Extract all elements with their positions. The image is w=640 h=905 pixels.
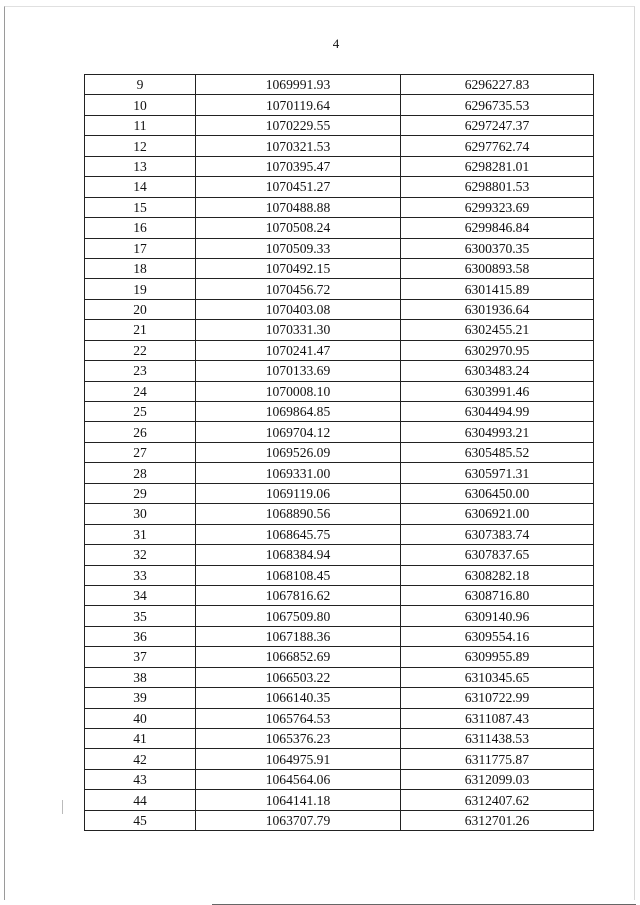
table-row [85,504,594,524]
point-number-cell: 10 [85,95,196,115]
table-row [85,667,594,687]
table-row [85,279,594,299]
point-number-cell: 24 [85,381,196,401]
x-coordinate-cell: 1070133.69 [196,361,401,381]
table-row [85,156,594,176]
point-number-cell: 42 [85,749,196,769]
y-coordinate-cell: 6296227.83 [401,75,594,95]
x-coordinate-cell: 1064564.06 [196,769,401,789]
table-row [85,258,594,278]
x-coordinate-cell: 1066852.69 [196,647,401,667]
point-number-cell: 35 [85,606,196,626]
x-coordinate-cell: 1069119.06 [196,483,401,503]
point-number-cell: 25 [85,402,196,422]
x-coordinate-cell: 1068384.94 [196,545,401,565]
point-number-cell: 21 [85,320,196,340]
point-number-cell: 41 [85,729,196,749]
point-number-cell: 44 [85,790,196,810]
x-coordinate-cell: 1069704.12 [196,422,401,442]
y-coordinate-cell: 6305971.31 [401,463,594,483]
y-coordinate-cell: 6299323.69 [401,197,594,217]
x-coordinate-cell: 1070451.27 [196,177,401,197]
table-row [85,606,594,626]
x-coordinate-cell: 1066140.35 [196,688,401,708]
point-number-cell: 29 [85,483,196,503]
y-coordinate-cell: 6310722.99 [401,688,594,708]
point-number-cell: 26 [85,422,196,442]
y-coordinate-cell: 6301936.64 [401,299,594,319]
x-coordinate-cell: 1065764.53 [196,708,401,728]
x-coordinate-cell: 1069864.85 [196,402,401,422]
y-coordinate-cell: 6298801.53 [401,177,594,197]
point-number-cell: 37 [85,647,196,667]
y-coordinate-cell: 6300893.58 [401,258,594,278]
y-coordinate-cell: 6304993.21 [401,422,594,442]
point-number-cell: 9 [85,75,196,95]
table-row [85,626,594,646]
y-coordinate-cell: 6303991.46 [401,381,594,401]
point-number-cell: 17 [85,238,196,258]
x-coordinate-cell: 1070488.88 [196,197,401,217]
x-coordinate-cell: 1064141.18 [196,790,401,810]
table-row [85,422,594,442]
x-coordinate-cell: 1067188.36 [196,626,401,646]
table-row [85,483,594,503]
table-row [85,708,594,728]
table-row [85,136,594,156]
x-coordinate-cell: 1070008.10 [196,381,401,401]
x-coordinate-cell: 1068645.75 [196,524,401,544]
x-coordinate-cell: 1070229.55 [196,115,401,135]
y-coordinate-cell: 6297247.37 [401,115,594,135]
point-number-cell: 20 [85,299,196,319]
table-row [85,218,594,238]
point-number-cell: 45 [85,810,196,830]
point-number-cell: 36 [85,626,196,646]
x-coordinate-cell: 1070395.47 [196,156,401,176]
page-number: 4 [332,36,340,51]
y-coordinate-cell: 6306921.00 [401,504,594,524]
table-row [85,565,594,585]
table-row [85,790,594,810]
table-row [85,340,594,360]
point-number-cell: 38 [85,667,196,687]
point-number-cell: 39 [85,688,196,708]
point-number-cell: 12 [85,136,196,156]
table-row [85,320,594,340]
x-coordinate-cell: 1064975.91 [196,749,401,769]
y-coordinate-cell: 6302455.21 [401,320,594,340]
table-row [85,75,594,95]
point-number-cell: 13 [85,156,196,176]
point-number-cell: 32 [85,545,196,565]
x-coordinate-cell: 1065376.23 [196,729,401,749]
point-number-cell: 33 [85,565,196,585]
x-coordinate-cell: 1070492.15 [196,258,401,278]
point-number-cell: 23 [85,361,196,381]
table-row [85,299,594,319]
y-coordinate-cell: 6312407.62 [401,790,594,810]
point-number-cell: 34 [85,585,196,605]
point-number-cell: 28 [85,463,196,483]
x-coordinate-cell: 1068108.45 [196,565,401,585]
point-number-cell: 43 [85,769,196,789]
point-number-cell: 31 [85,524,196,544]
y-coordinate-cell: 6298281.01 [401,156,594,176]
point-number-cell: 40 [85,708,196,728]
table-row [85,688,594,708]
point-number-cell: 18 [85,258,196,278]
y-coordinate-cell: 6310345.65 [401,667,594,687]
y-coordinate-cell: 6303483.24 [401,361,594,381]
x-coordinate-cell: 1070241.47 [196,340,401,360]
table-row [85,361,594,381]
table-row [85,545,594,565]
x-coordinate-cell: 1068890.56 [196,504,401,524]
point-number-cell: 22 [85,340,196,360]
x-coordinate-cell: 1070508.24 [196,218,401,238]
x-coordinate-cell: 1070403.08 [196,299,401,319]
y-coordinate-cell: 6305485.52 [401,442,594,462]
scan-edge-mark [62,800,63,814]
table-row [85,585,594,605]
y-coordinate-cell: 6307383.74 [401,524,594,544]
x-coordinate-cell: 1070119.64 [196,95,401,115]
x-coordinate-cell: 1070321.53 [196,136,401,156]
y-coordinate-cell: 6311438.53 [401,729,594,749]
y-coordinate-cell: 6302970.95 [401,340,594,360]
table-row [85,524,594,544]
table-row [85,442,594,462]
table-row [85,810,594,830]
point-number-cell: 11 [85,115,196,135]
x-coordinate-cell: 1069526.09 [196,442,401,462]
table-row [85,769,594,789]
point-number-cell: 14 [85,177,196,197]
y-coordinate-cell: 6311775.87 [401,749,594,769]
table-row [85,177,594,197]
point-number-cell: 19 [85,279,196,299]
y-coordinate-cell: 6308282.18 [401,565,594,585]
x-coordinate-cell: 1063707.79 [196,810,401,830]
x-coordinate-cell: 1070456.72 [196,279,401,299]
point-number-cell: 27 [85,442,196,462]
y-coordinate-cell: 6309554.16 [401,626,594,646]
y-coordinate-cell: 6304494.99 [401,402,594,422]
y-coordinate-cell: 6309140.96 [401,606,594,626]
coordinates-table-body [85,75,594,831]
y-coordinate-cell: 6297762.74 [401,136,594,156]
table-row [85,402,594,422]
table-row [85,238,594,258]
point-number-cell: 15 [85,197,196,217]
x-coordinate-cell: 1070509.33 [196,238,401,258]
y-coordinate-cell: 6311087.43 [401,708,594,728]
coordinates-table [84,74,594,831]
x-coordinate-cell: 1066503.22 [196,667,401,687]
y-coordinate-cell: 6300370.35 [401,238,594,258]
table-row [85,197,594,217]
y-coordinate-cell: 6307837.65 [401,545,594,565]
y-coordinate-cell: 6308716.80 [401,585,594,605]
point-number-cell: 30 [85,504,196,524]
y-coordinate-cell: 6301415.89 [401,279,594,299]
x-coordinate-cell: 1067509.80 [196,606,401,626]
y-coordinate-cell: 6299846.84 [401,218,594,238]
table-row [85,749,594,769]
table-row [85,95,594,115]
y-coordinate-cell: 6309955.89 [401,647,594,667]
point-number-cell: 16 [85,218,196,238]
x-coordinate-cell: 1067816.62 [196,585,401,605]
y-coordinate-cell: 6296735.53 [401,95,594,115]
table-row [85,729,594,749]
x-coordinate-cell: 1069991.93 [196,75,401,95]
y-coordinate-cell: 6312701.26 [401,810,594,830]
table-row [85,115,594,135]
x-coordinate-cell: 1069331.00 [196,463,401,483]
y-coordinate-cell: 6306450.00 [401,483,594,503]
table-row [85,463,594,483]
table-row [85,647,594,667]
x-coordinate-cell: 1070331.30 [196,320,401,340]
y-coordinate-cell: 6312099.03 [401,769,594,789]
table-row [85,381,594,401]
